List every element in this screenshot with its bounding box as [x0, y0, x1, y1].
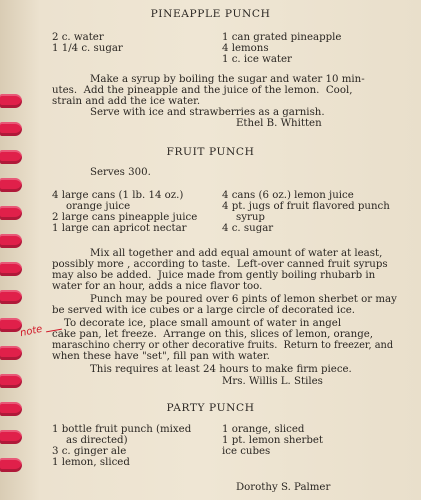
ingredient: 4 cans (6 oz.) lemon juice: [222, 190, 354, 201]
binding-ring: [0, 430, 22, 444]
direction-line: To decorate ice, place small amount of water in angel: [64, 318, 342, 329]
spiral-binding: [0, 0, 28, 500]
ingredient: 2 large cans pineapple juice: [52, 212, 198, 223]
recipe-author: Dorothy S. Palmer: [236, 482, 331, 493]
direction-line: utes. Add the pineapple and the juice of the lemon. Cool,: [52, 85, 353, 96]
direction-line: be served with ice cubes or a large circle of decorated ice.: [52, 305, 356, 316]
ingredient: orange juice: [66, 201, 131, 212]
ingredient: 1 large can apricot nectar: [52, 223, 187, 234]
recipe-author: Ethel B. Whitten: [236, 118, 322, 129]
recipe-title-pineapple-punch: PINEAPPLE PUNCH: [150, 8, 271, 20]
ingredient: 1 can grated pineapple: [222, 32, 342, 43]
recipe-title-fruit-punch: FRUIT PUNCH: [166, 146, 255, 158]
ingredient: 3 c. ginger ale: [52, 446, 127, 457]
binding-ring: [0, 234, 22, 248]
ingredient: as directed): [66, 435, 128, 446]
recipe-title-party-punch: PARTY PUNCH: [166, 402, 255, 414]
binding-ring: [0, 178, 22, 192]
direction-line: Serve with ice and strawberries as a garnish.: [90, 107, 325, 118]
binding-ring: [0, 346, 22, 360]
ingredient: 4 large cans (1 lb. 14 oz.): [52, 190, 184, 201]
direction-line: Make a syrup by boiling the sugar and water 10 min-: [90, 74, 365, 85]
binding-ring: [0, 290, 22, 304]
direction-line: water for an hour, adds a nice flavor too.: [52, 281, 263, 292]
binding-ring: [0, 206, 22, 220]
direction-line: This requires at least 24 hours to make firm piece.: [90, 364, 352, 375]
binding-ring: [0, 262, 22, 276]
direction-line: possibly more , according to taste. Left-over canned fruit syrups: [52, 259, 388, 270]
direction-line: Mix all together and add equal amount of water at least,: [90, 248, 383, 259]
binding-ring: [0, 122, 22, 136]
direction-line: may also be added. Juice made from gently boiling rhubarb in: [52, 270, 376, 281]
direction-line: maraschino cherry or other decorative fruits. Return to freezer, and: [52, 340, 394, 351]
ingredient: 1 1/4 c. sugar: [52, 43, 123, 54]
direction-line: when these have "set", fill pan with water.: [52, 351, 270, 362]
ingredient: syrup: [236, 212, 265, 223]
ingredient: 4 lemons: [222, 43, 269, 54]
direction-line: Punch may be poured over 6 pints of lemon sherbet or may: [90, 294, 397, 305]
ingredient: 1 lemon, sliced: [52, 457, 130, 468]
binding-ring: [0, 94, 22, 108]
ingredient: 1 c. ice water: [222, 54, 292, 65]
ingredient: 1 bottle fruit punch (mixed: [52, 424, 192, 435]
servings: Serves 300.: [90, 167, 151, 178]
ingredient: 4 pt. jugs of fruit flavored punch: [222, 201, 390, 212]
handwritten-note: note: [19, 323, 44, 340]
binding-ring: [0, 458, 22, 472]
recipe-author: Mrs. Willis L. Stiles: [222, 376, 323, 387]
binding-ring: [0, 374, 22, 388]
ingredient: 4 c. sugar: [222, 223, 274, 234]
direction-line: strain and add the ice water.: [52, 96, 201, 107]
ingredient: ice cubes: [222, 446, 271, 457]
ingredient: 1 orange, sliced: [222, 424, 305, 435]
ingredient: 1 pt. lemon sherbet: [222, 435, 324, 446]
direction-line: cake pan, let freeze. Arrange on this, slices of lemon, orange,: [52, 329, 373, 340]
ingredient: 2 c. water: [52, 32, 104, 43]
